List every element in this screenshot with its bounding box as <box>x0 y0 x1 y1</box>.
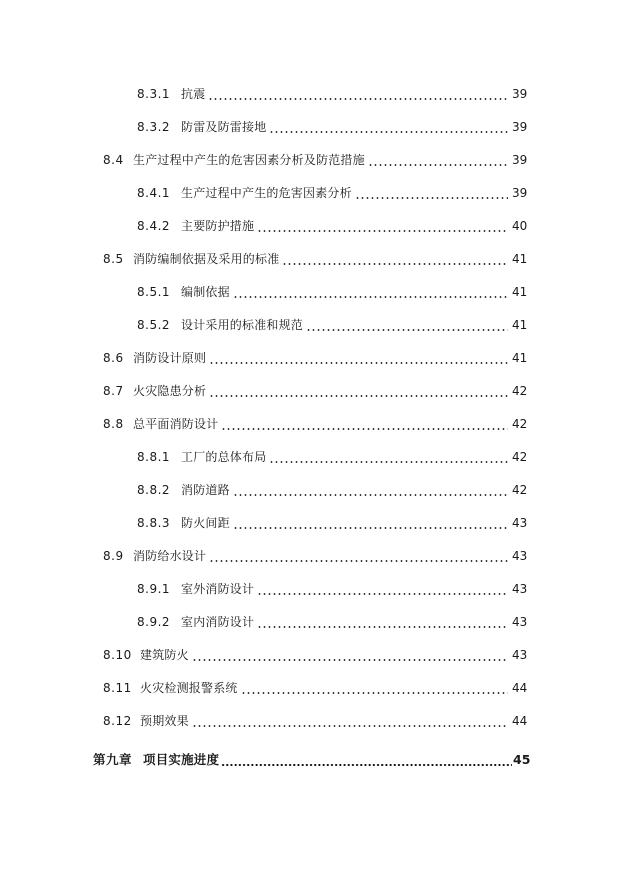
toc-entry-title: 防火间距 <box>181 516 230 530</box>
toc-entry-8-10[interactable] <box>103 643 526 663</box>
toc-entry-number: 8.9.1 <box>137 582 171 596</box>
toc-entry-title: 消防道路 <box>181 483 230 497</box>
dot-leader <box>192 647 508 663</box>
toc-entry-page: 43 <box>512 615 528 629</box>
toc-entry-number: 8.8 <box>103 417 124 431</box>
toc-entry-8-3-2[interactable] <box>137 115 526 135</box>
toc-entry-page: 44 <box>512 714 528 728</box>
toc-entry-title: 项目实施进度 <box>143 752 220 767</box>
toc-entry-page: 42 <box>512 384 528 398</box>
dot-leader <box>269 449 508 465</box>
toc-entry-title: 设计采用的标准和规范 <box>181 318 304 332</box>
toc-entry-number: 8.12 <box>103 714 132 728</box>
dot-leader <box>209 350 508 366</box>
toc-entry-title: 编制依据 <box>181 285 230 299</box>
toc-entry-page: 39 <box>512 186 528 200</box>
toc-entry-page: 43 <box>512 648 528 662</box>
toc-entry-8-8-1[interactable] <box>137 445 526 465</box>
toc-entry-number: 8.8.2 <box>137 483 171 497</box>
toc-entry-8-12[interactable] <box>103 709 526 729</box>
dot-leader <box>257 614 508 630</box>
toc-entry-number: 8.3.2 <box>137 120 171 134</box>
toc-entry-number: 8.4.1 <box>137 186 171 200</box>
toc-entry-title: 消防编制依据及采用的标准 <box>133 252 280 266</box>
toc-entry-title: 消防设计原则 <box>133 351 207 365</box>
dot-leader <box>192 713 508 729</box>
dot-leader <box>221 416 508 432</box>
toc-entry-number: 8.4 <box>103 153 124 167</box>
toc-entry-8-9-2[interactable] <box>137 610 526 630</box>
toc-entry-8-8[interactable] <box>103 412 526 432</box>
toc-entry-page: 40 <box>512 219 528 233</box>
toc-entry-8-9-1[interactable] <box>137 577 526 597</box>
toc-entry-title: 火灾检测报警系统 <box>140 681 238 695</box>
dot-leader <box>233 515 508 531</box>
toc-entry-number: 8.11 <box>103 681 132 695</box>
toc-entry-8-5-1[interactable] <box>137 280 526 300</box>
toc-entry-title: 抗震 <box>181 87 206 101</box>
toc-entry-page: 39 <box>512 153 528 167</box>
toc-entry-page: 43 <box>512 582 528 596</box>
toc-entry-number: 8.8.1 <box>137 450 171 464</box>
toc-entry-page: 42 <box>512 483 528 497</box>
dot-leader <box>233 284 508 300</box>
toc-entry-page: 41 <box>512 318 528 332</box>
toc-entry-page: 45 <box>513 752 531 767</box>
dot-leader <box>209 383 508 399</box>
toc-entry-8-5[interactable] <box>103 247 526 267</box>
toc-entry-title: 室内消防设计 <box>181 615 255 629</box>
toc-entry-page: 41 <box>512 252 528 266</box>
toc-entry-8-4[interactable] <box>103 148 526 168</box>
toc-entry-title: 工厂的总体布局 <box>181 450 267 464</box>
toc-entry-page: 44 <box>512 681 528 695</box>
toc-entry-page: 42 <box>512 450 528 464</box>
toc-entry-8-8-3[interactable] <box>137 511 526 531</box>
toc-entry-number: 8.8.3 <box>137 516 171 530</box>
toc-entry-chapter-9[interactable] <box>93 748 531 768</box>
toc-entry-page: 39 <box>512 120 528 134</box>
toc-entry-number: 8.3.1 <box>137 87 171 101</box>
dot-leader <box>257 581 508 597</box>
toc-entry-page: 41 <box>512 351 528 365</box>
toc-entry-title: 火灾隐患分析 <box>133 384 207 398</box>
toc-entry-8-4-2[interactable] <box>137 214 526 234</box>
toc-entry-title: 防雷及防雷接地 <box>181 120 267 134</box>
toc-entry-number: 8.6 <box>103 351 124 365</box>
toc-entry-number: 8.7 <box>103 384 124 398</box>
dot-leader <box>241 680 508 696</box>
toc-entry-title: 预期效果 <box>140 714 189 728</box>
toc-entry-page: 43 <box>512 516 528 530</box>
toc-entry-title: 生产过程中产生的危害因素分析及防范措施 <box>133 153 365 167</box>
toc-entry-number: 8.5 <box>103 252 124 266</box>
dot-leader <box>282 251 508 267</box>
toc-entry-number: 第九章 <box>93 752 133 767</box>
toc-entry-number: 8.4.2 <box>137 219 171 233</box>
toc-entry-8-3-1[interactable] <box>137 82 526 102</box>
toc-entry-title: 消防给水设计 <box>133 549 207 563</box>
toc-entry-number: 8.10 <box>103 648 132 662</box>
dot-leader <box>208 86 508 102</box>
dot-leader <box>368 152 508 168</box>
toc-entry-8-8-2[interactable] <box>137 478 526 498</box>
toc-entry-page: 43 <box>512 549 528 563</box>
toc-entry-page: 39 <box>512 87 528 101</box>
dot-leader <box>233 482 508 498</box>
dot-leader <box>269 119 508 135</box>
toc-entry-8-6[interactable] <box>103 346 526 366</box>
toc-entry-title: 总平面消防设计 <box>133 417 219 431</box>
dot-leader <box>355 185 508 201</box>
toc-entry-number: 8.9 <box>103 549 124 563</box>
toc-entry-title: 室外消防设计 <box>181 582 255 596</box>
dot-leader <box>257 218 508 234</box>
toc-entry-8-5-2[interactable] <box>137 313 526 333</box>
toc-entry-title: 建筑防火 <box>140 648 189 662</box>
dot-leader <box>221 752 512 768</box>
toc-entry-title: 生产过程中产生的危害因素分析 <box>181 186 352 200</box>
toc-entry-number: 8.9.2 <box>137 615 171 629</box>
toc-entry-8-4-1[interactable] <box>137 181 526 201</box>
toc-entry-8-11[interactable] <box>103 676 526 696</box>
toc-entry-number: 8.5.1 <box>137 285 171 299</box>
toc-entry-page: 41 <box>512 285 528 299</box>
toc-entry-8-9[interactable] <box>103 544 526 564</box>
dot-leader <box>306 317 508 333</box>
toc-entry-number: 8.5.2 <box>137 318 171 332</box>
toc-entry-8-7[interactable] <box>103 379 526 399</box>
dot-leader <box>209 548 508 564</box>
toc-entry-title: 主要防护措施 <box>181 219 255 233</box>
toc-entry-page: 42 <box>512 417 528 431</box>
